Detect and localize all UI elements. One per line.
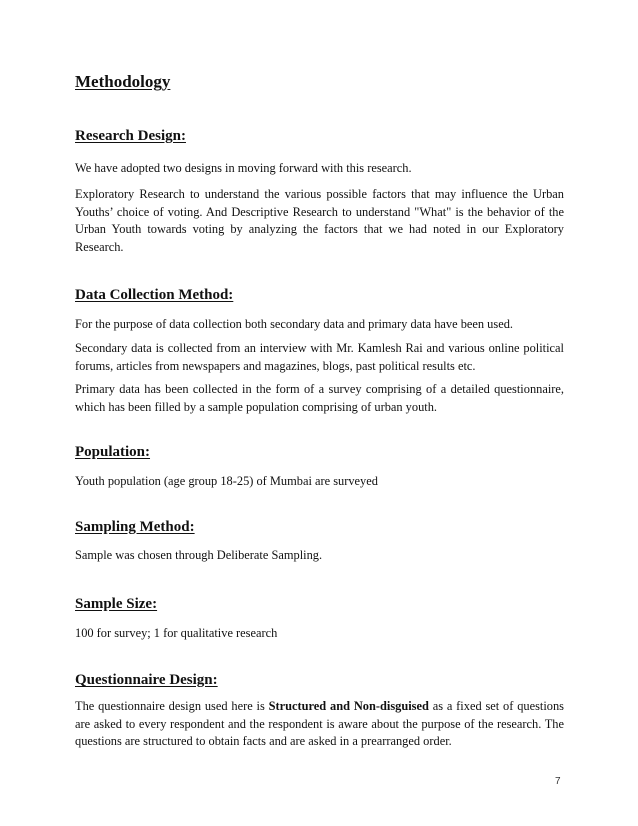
sampling-method-paragraph: Sample was chosen through Deliberate Sampling.	[75, 548, 323, 562]
sample-size-paragraph: 100 for survey; 1 for qualitative research	[75, 626, 278, 640]
population-paragraph: Youth population (age group 18-25) of Mumbai are surveyed	[75, 474, 378, 488]
sampling-method-heading: Sampling Method:	[75, 519, 195, 535]
questionnaire-text-end: as a fixed set of questions are asked to every respondent and the respondent is aware about the purpose of the research. The questions are structured to obtain facts and are asked in a prearranged order.	[75, 699, 565, 748]
data-collection-paragraph-3: Primary data has been collected in the form of a survey comprising of a detailed questionnaire, which has been filled by a sample population comprising of urban youth.	[75, 382, 564, 414]
research-design-paragraph-2: Exploratory Research to understand the various possible factors that may influence the Urban Youths’ choice of voting. And Descriptive Research to understand "What" is the behavior of the Urban Youth towards voting by analyzing the factors that we had noted in our Exploratory Research.	[75, 187, 564, 254]
data-collection-heading: Data Collection Method:	[75, 287, 234, 303]
questionnaire-text-emphasis: Structured and Non-disguised	[268, 699, 429, 713]
questionnaire-text-start: The questionnaire design used here is	[75, 699, 269, 713]
questionnaire-design-heading: Questionnaire Design:	[75, 672, 218, 688]
research-design-heading: Research Design:	[75, 128, 186, 144]
page-number: 7	[555, 776, 561, 787]
data-collection-paragraph-1: For the purpose of data collection both secondary data and primary data have been used.	[75, 317, 513, 331]
questionnaire-design-paragraph	[75, 698, 564, 751]
page-title: Methodology	[75, 72, 171, 91]
sample-size-heading: Sample Size:	[75, 596, 158, 612]
population-heading: Population:	[75, 444, 151, 460]
research-design-paragraph-1: We have adopted two designs in moving forward with this research.	[75, 161, 412, 175]
data-collection-paragraph-2: Secondary data is collected from an interview with Mr. Kamlesh Rai and various online political forums, articles from newspapers and magazines, blogs, past political results etc.	[75, 341, 564, 373]
